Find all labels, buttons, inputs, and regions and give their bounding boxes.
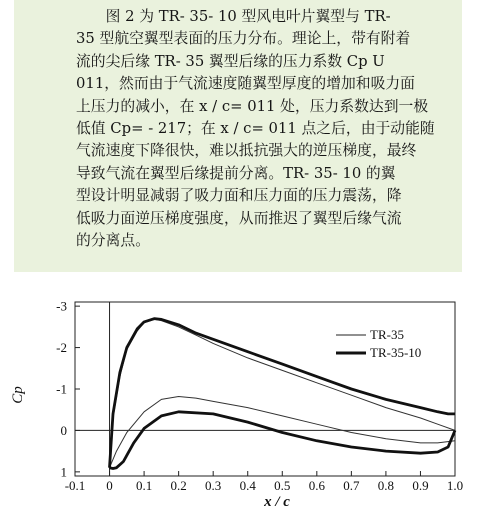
legend-label-tr35: TR-35 (370, 327, 404, 342)
paragraph (76, 6, 448, 252)
y-tick-label: 1 (60, 464, 67, 480)
y-tick-label: 0 (60, 422, 67, 438)
x-tick-label: 0.3 (205, 478, 222, 493)
pressure-distribution-chart (0, 294, 502, 512)
paragraph-line: 011，然而由于气流速度随翼型厚度的增加和吸力面 (76, 75, 415, 93)
x-tick-label: 0.2 (170, 478, 187, 493)
paragraph-line: 的分离点。 (76, 231, 150, 249)
y-tick-label: -3 (56, 298, 67, 314)
paragraph-line: 图 2 为 TR- 35- 10 型风电叶片翼型与 TR- (76, 8, 391, 25)
x-tick-label: 0.7 (343, 478, 360, 493)
x-tick-label: 1.0 (446, 478, 464, 493)
x-tick-label: 0.4 (239, 478, 256, 493)
x-tick-label: 0.8 (377, 478, 395, 493)
paragraph-line: 上压力的减小，在 x / c= 011 处，压力系数达到一极 (76, 97, 429, 115)
x-tick-label: 0.1 (135, 478, 153, 493)
x-tick-label: 0 (106, 478, 113, 493)
paragraph-line: 流的尖后缘 TR- 35 翼型后缘的压力系数 Cp U (76, 52, 385, 70)
x-tick-label: 0.9 (412, 478, 429, 493)
paragraph-line: 型设计明显减弱了吸力面和压力面的压力震荡，降 (76, 187, 402, 205)
paragraph-line: 导致气流在翼型后缘提前分离。TR- 35- 10 的翼 (76, 164, 396, 182)
x-tick-label: 0.6 (308, 478, 325, 493)
paragraph-line: 低值 Cp= - 217；在 x / c= 011 点之后，由于动能随 (76, 119, 435, 137)
legend (336, 327, 421, 360)
x-tick-label: -0.1 (64, 478, 86, 493)
paragraph-line: 气流速度下降很快，难以抵抗强大的逆压梯度，最终 (76, 142, 417, 160)
paragraph-line: 低吸力面逆压梯度强度，从而推迟了翼型后缘气流 (76, 209, 402, 227)
paragraph-line: 35 型航空翼型表面的压力分布。理论上，带有附着 (76, 30, 411, 48)
y-tick-label: -1 (56, 381, 67, 397)
x-axis-label: x / c (264, 494, 290, 510)
series-tr35-10-lower-surface (110, 412, 456, 469)
legend-label-tr35-10: TR-35-10 (370, 345, 422, 360)
text-panel (14, 0, 462, 272)
y-tick-label: -2 (56, 340, 67, 356)
x-tick-label: 0.5 (274, 478, 291, 493)
y-axis-label: Cp (10, 386, 26, 404)
